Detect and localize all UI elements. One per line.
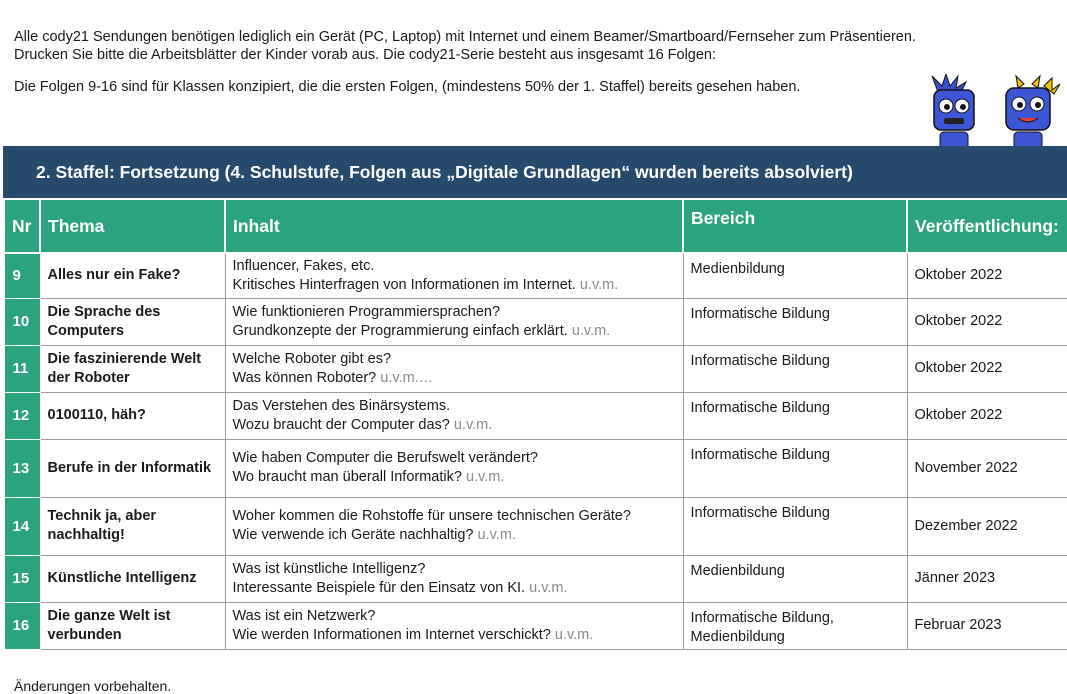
content-line-1: Was ist künstliche Intelligenz? xyxy=(232,560,426,577)
episode-content xyxy=(225,439,683,497)
intro-line-1: Alle cody21 Sendungen benötigen lediglich ein Gerät (PC, Laptop) mit Internet und einem Beamer/Smartboard/Fernseher zum Präsentieren. xyxy=(14,29,916,45)
episode-area: Medienbildung xyxy=(683,253,907,298)
robot-girl-icon xyxy=(1006,76,1060,150)
episode-content xyxy=(225,602,683,649)
episode-date: Dezember 2022 xyxy=(907,497,1067,555)
episode-theme: Die ganze Welt ist verbunden xyxy=(40,602,225,649)
episode-date: November 2022 xyxy=(907,439,1067,497)
episode-nr: 15 xyxy=(4,555,40,602)
episode-theme: Alles nur ein Fake? xyxy=(40,253,225,298)
header-inhalt: Inhalt xyxy=(225,199,683,253)
episode-nr: 13 xyxy=(4,439,40,497)
cody-robots-illustration xyxy=(926,74,1066,150)
episode-area: Informatische Bildung xyxy=(683,345,907,392)
content-line-2: Was können Roboter? xyxy=(232,369,381,386)
header-veroeffentlichung: Veröffentlichung: xyxy=(907,199,1067,253)
table-row xyxy=(4,555,1067,602)
episode-theme: Die Sprache des Computers xyxy=(40,298,225,345)
episode-date: Oktober 2022 xyxy=(907,298,1067,345)
episode-theme: Technik ja, aber nachhaltig! xyxy=(40,497,225,555)
content-suffix: u.v.m. xyxy=(554,626,594,643)
content-suffix: u.v.m. xyxy=(579,276,619,293)
table-row xyxy=(4,497,1067,555)
episode-content xyxy=(225,555,683,602)
content-suffix: u.v.m. xyxy=(477,527,516,543)
content-suffix: u.v.m. xyxy=(529,579,568,596)
content-line-2: Wie werden Informationen im Internet verschickt? xyxy=(232,626,555,643)
episode-theme: Künstliche Intelligenz xyxy=(40,555,225,602)
episode-theme: Berufe in der Informatik xyxy=(40,439,225,497)
episode-theme: Die faszinierende Welt der Roboter xyxy=(40,345,225,392)
table-header-row xyxy=(4,199,1067,253)
episode-nr: 10 xyxy=(4,298,40,345)
episode-date: Oktober 2022 xyxy=(907,253,1067,298)
episode-theme: 0100110, häh? xyxy=(40,392,225,439)
episode-content xyxy=(225,298,683,345)
episode-area: Medienbildung xyxy=(683,555,907,602)
content-line-2: Wo braucht man überall Informatik? xyxy=(232,469,466,485)
content-line-2: Interessante Beispiele für den Einsatz von KI. xyxy=(232,579,530,596)
intro-text xyxy=(14,28,916,96)
table-row xyxy=(4,392,1067,439)
episode-nr: 11 xyxy=(4,345,40,392)
table-row xyxy=(4,298,1067,345)
episode-date: Jänner 2023 xyxy=(907,555,1067,602)
season-title: 2. Staffel: Fortsetzung (4. Schulstufe, Folgen aus „Digitale Grundlagen“ wurden bereits absolviert) xyxy=(36,161,853,182)
content-line-2: Grundkonzepte der Programmierung einfach erklärt. xyxy=(232,322,572,339)
content-suffix: u.v.m. xyxy=(453,416,493,433)
episode-content xyxy=(225,345,683,392)
episode-content xyxy=(225,253,683,298)
content-line-1: Das Verstehen des Binärsystems. xyxy=(232,397,451,414)
intro-line-3: Die Folgen 9-16 sind für Klassen konzipiert, die die ersten Folgen, (mindestens 50% der 1. Staffel) bereits gesehen haben. xyxy=(14,79,801,95)
intro-line-2: Drucken Sie bitte die Arbeitsblätter der Kinder vorab aus. Die cody21-Serie besteht aus insgesamt 16 Folgen: xyxy=(14,47,717,63)
episode-nr: 9 xyxy=(4,253,40,298)
episode-table xyxy=(3,198,1067,650)
header-bereich: Bereich xyxy=(683,199,907,253)
content-line-2: Kritisches Hinterfragen von Informationen im Internet. xyxy=(232,276,580,293)
content-line-1: Welche Roboter gibt es? xyxy=(232,350,392,367)
content-suffix: u.v.m. xyxy=(465,469,505,485)
episode-nr: 16 xyxy=(4,602,40,649)
episode-date: Oktober 2022 xyxy=(907,345,1067,392)
header-nr: Nr xyxy=(4,199,40,253)
content-line-1: Wie funktionieren Programmiersprachen? xyxy=(232,303,501,320)
episode-date: Februar 2023 xyxy=(907,602,1067,649)
header-thema: Thema xyxy=(40,199,225,253)
content-line-1: Woher kommen die Rohstoffe für unsere technischen Geräte? xyxy=(232,508,631,524)
table-row xyxy=(4,439,1067,497)
content-suffix: u.v.m.… xyxy=(380,369,434,386)
robot-boy-icon xyxy=(932,74,974,150)
content-line-1: Influencer, Fakes, etc. xyxy=(232,257,375,274)
episode-content xyxy=(225,392,683,439)
episode-area: Informatische Bildung xyxy=(683,392,907,439)
content-line-1: Wie haben Computer die Berufswelt verändert? xyxy=(232,450,538,466)
content-line-2: Wozu braucht der Computer das? xyxy=(232,416,454,433)
table-row xyxy=(4,253,1067,298)
episode-content xyxy=(225,497,683,555)
episode-area: Informatische Bildung, Medienbildung xyxy=(683,602,907,649)
episode-area: Informatische Bildung xyxy=(683,298,907,345)
episode-nr: 12 xyxy=(4,392,40,439)
content-line-1: Was ist ein Netzwerk? xyxy=(232,607,376,624)
episode-area: Informatische Bildung xyxy=(683,497,907,555)
content-suffix: u.v.m. xyxy=(571,322,611,339)
footer-note: Änderungen vorbehalten. xyxy=(14,678,172,694)
table-row xyxy=(4,602,1067,649)
content-line-2: Wie verwende ich Geräte nachhaltig? xyxy=(232,527,478,543)
season-banner xyxy=(3,146,1067,198)
episode-date: Oktober 2022 xyxy=(907,392,1067,439)
episode-nr: 14 xyxy=(4,497,40,555)
table-row xyxy=(4,345,1067,392)
episode-area: Informatische Bildung xyxy=(683,439,907,497)
